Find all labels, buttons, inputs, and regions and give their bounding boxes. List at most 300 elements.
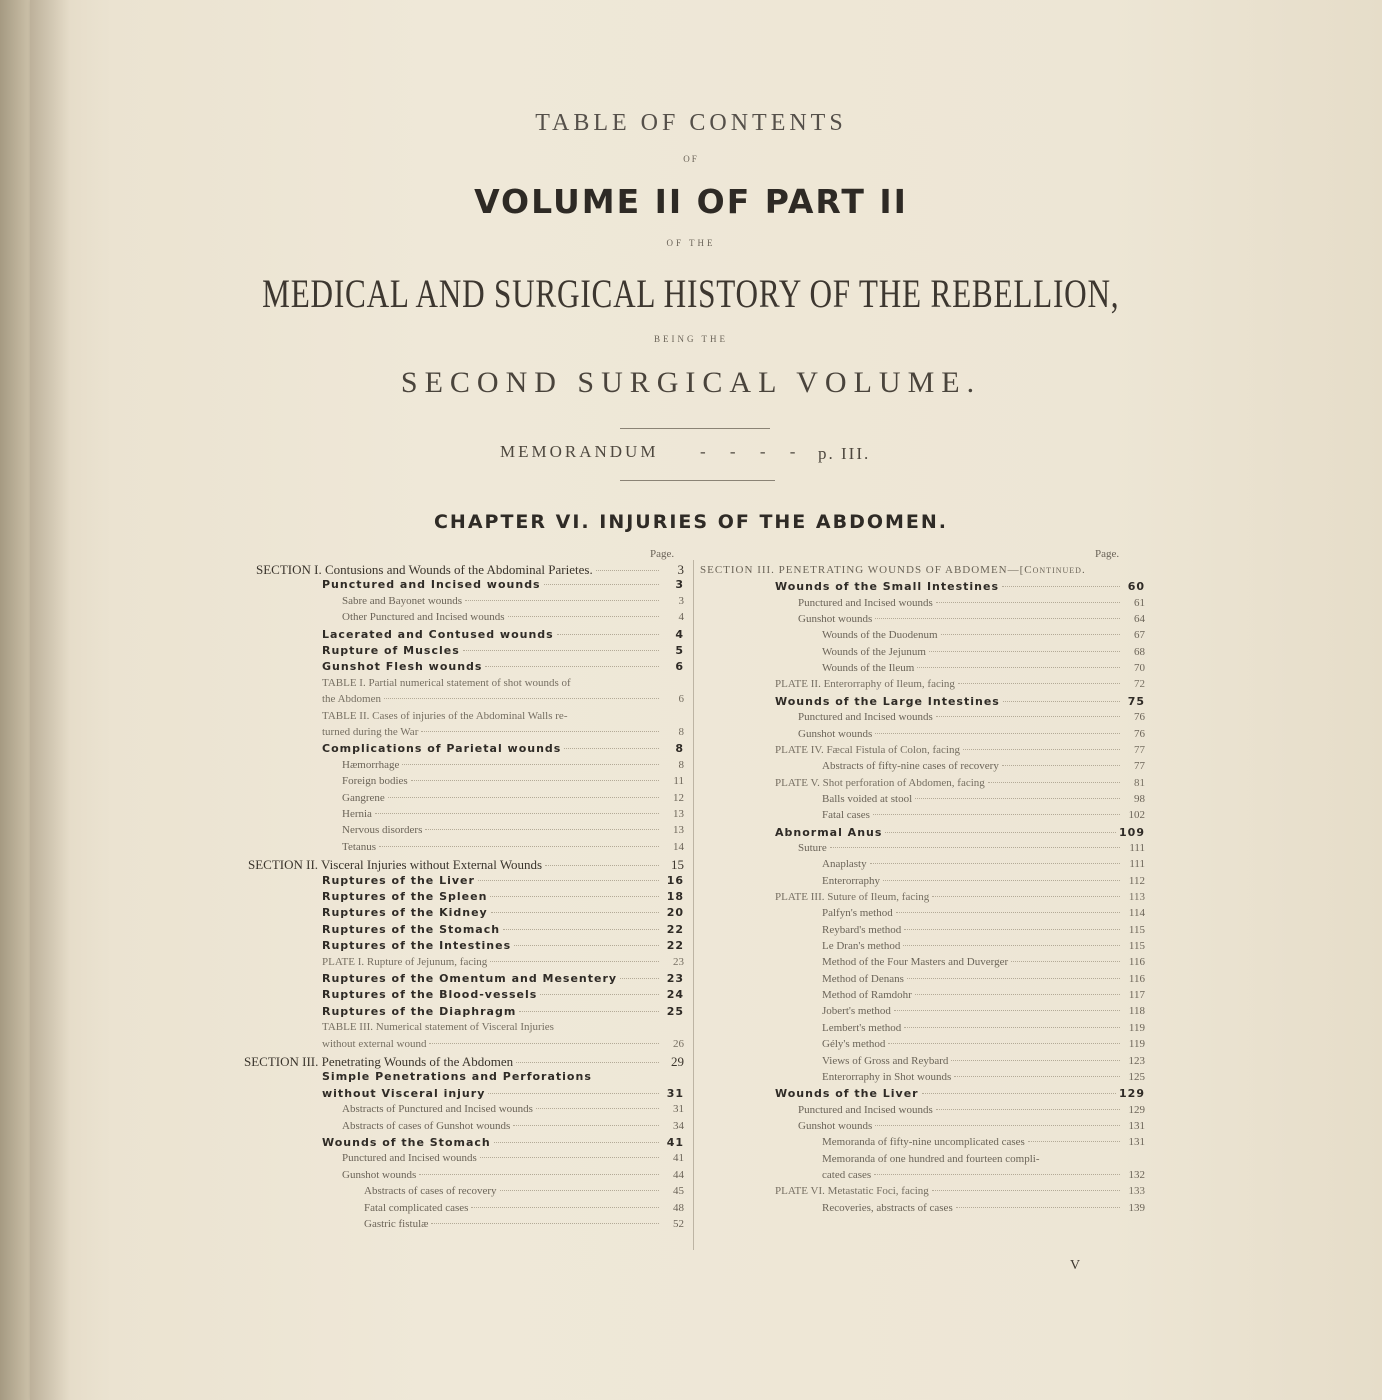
toc-entry-label: Ruptures of the Diaphragm	[322, 1004, 517, 1018]
toc-entry-label: Complications of Parietal wounds	[322, 742, 562, 756]
toc-entry	[322, 890, 684, 903]
toc-leader-dots	[519, 1011, 659, 1012]
toc-entry-page: 115	[1128, 940, 1145, 953]
toc-leader-dots	[875, 618, 1120, 619]
toc-leader-dots	[513, 1125, 659, 1126]
toc-entry	[342, 792, 684, 804]
toc-entry	[322, 1070, 684, 1083]
toc-entry-page: 129	[1119, 1087, 1145, 1101]
toc-leader-dots	[894, 1010, 1120, 1011]
toc-entry-label: Wounds of the Jejunum	[822, 645, 926, 658]
toc-entry	[322, 988, 684, 1001]
toc-leader-dots	[956, 1207, 1120, 1208]
toc-entry-label: Gunshot wounds	[342, 1168, 417, 1181]
toc-entry	[342, 759, 684, 771]
toc-entry-page: 109	[1119, 825, 1145, 839]
toc-entry	[322, 693, 684, 705]
toc-entry-page: 31	[673, 1103, 684, 1116]
toc-entry	[822, 629, 1145, 641]
toc-entry	[822, 1202, 1145, 1214]
toc-entry	[322, 726, 684, 738]
toc-entry-page: 116	[1128, 956, 1145, 969]
toc-entry-page: 25	[666, 1004, 684, 1018]
toc-leader-dots	[1002, 765, 1120, 766]
toc-entry-label: Rupture of Muscles	[322, 644, 460, 657]
toc-leader-dots	[384, 698, 659, 699]
toc-entry-page: 123	[1128, 1054, 1145, 1067]
toc-entry	[822, 973, 1145, 985]
memorandum-page: p. III.	[818, 444, 871, 463]
toc-entry	[322, 644, 684, 657]
toc-entry-page: 67	[1134, 629, 1145, 642]
toc-entry-label: Jobert's method	[822, 1005, 891, 1018]
toc-entry	[322, 923, 684, 936]
toc-entry-label: Other Punctured and Incised wounds	[342, 611, 505, 624]
toc-entry	[798, 1120, 1145, 1132]
memorandum-leader: - - - -	[700, 442, 806, 461]
toc-entry-label: Wounds of the Duodenum	[822, 629, 938, 642]
toc-entry-page: 131	[1128, 1136, 1145, 1149]
toc-leader-dots	[388, 797, 659, 798]
toc-entry-page: 77	[1134, 743, 1145, 756]
toc-entry-page: 131	[1128, 1119, 1145, 1132]
toc-entry-label: Method of Denans	[822, 972, 904, 985]
toc-entry-page: 119	[1128, 1021, 1145, 1034]
rule-upper	[620, 428, 770, 429]
toc-leader-dots	[903, 945, 1120, 946]
toc-leader-dots	[929, 651, 1120, 652]
toc-entry-label: Fatal complicated cases	[364, 1201, 469, 1214]
toc-entry-page: 132	[1128, 1168, 1145, 1181]
toc-leader-dots	[419, 1174, 659, 1175]
toc-entry-label: Ruptures of the Omentum and Mesentery	[322, 972, 618, 985]
toc-entry-page: 60	[1127, 580, 1145, 594]
toc-entry-label: turned during the War	[322, 726, 419, 738]
toc-leader-dots	[402, 764, 659, 765]
toc-leader-dots	[557, 634, 659, 635]
toc-entry-label: Enterorraphy	[822, 874, 881, 887]
toc-leader-dots	[544, 584, 659, 585]
toc-entry-page: 114	[1128, 907, 1145, 920]
toc-entry	[342, 595, 684, 607]
toc-leader-dots	[915, 994, 1120, 995]
toc-entry-page: 48	[673, 1201, 684, 1214]
toc-entry-label: the Abdomen	[322, 693, 381, 706]
toc-leader-dots	[620, 978, 659, 979]
toc-leader-dots	[491, 912, 659, 913]
right-page-heading: Page.	[1095, 548, 1120, 560]
toc-entry	[822, 1055, 1145, 1067]
toc-entry	[342, 775, 684, 787]
toc-leader-dots	[465, 600, 659, 601]
toc-leader-dots	[540, 994, 659, 995]
toc-entry-label: Tetanus	[342, 840, 377, 853]
toc-entry-label: PLATE III. Suture of Ileum, facing	[775, 891, 930, 903]
toc-entry-label: Punctured and Incised wounds	[798, 711, 933, 724]
toc-entry	[775, 891, 1145, 903]
toc-entry-label: Wounds of the Large Intestines	[775, 694, 1000, 708]
toc-entry	[822, 662, 1145, 674]
connector-of: OF	[683, 154, 699, 164]
toc-entry	[775, 1185, 1145, 1197]
toc-leader-dots	[870, 863, 1120, 864]
toc-entry-label: Reybard's method	[822, 923, 902, 936]
toc-entry	[775, 777, 1145, 789]
toc-entry	[822, 1136, 1145, 1148]
toc-entry-label: Ruptures of the Kidney	[322, 906, 488, 920]
toc-entry-page: 3	[678, 594, 684, 607]
toc-entry	[322, 972, 684, 985]
toc-entry-label: TABLE II. Cases of injuries of the Abdominal Walls re-	[322, 709, 568, 722]
toc-entry-label: Wounds of the Small Intestines	[775, 580, 999, 594]
toc-entry-page: 24	[666, 988, 684, 1002]
toc-leader-dots	[488, 1093, 659, 1094]
toc-entry	[798, 597, 1145, 609]
toc-entry	[342, 824, 684, 836]
toc-leader-dots	[490, 961, 659, 962]
toc-entry	[364, 1202, 684, 1214]
toc-leader-dots	[421, 731, 659, 732]
toc-entry	[798, 711, 1145, 723]
toc-entry-label: Nervous disorders	[342, 824, 423, 837]
connector-being-the: BEING THE	[653, 334, 729, 344]
toc-entry-page: 70	[1134, 662, 1145, 675]
toc-entry	[322, 1021, 684, 1033]
toc-entry-page: 61	[1134, 596, 1145, 609]
toc-entry	[342, 1152, 684, 1164]
toc-entry-page: 5	[675, 644, 684, 657]
toc-entry-page: 129	[1128, 1103, 1145, 1116]
toc-leader-dots	[485, 666, 659, 667]
toc-entry	[322, 1087, 684, 1100]
toc-leader-dots	[963, 749, 1120, 750]
toc-entry-label: SECTION III. PENETRATING WOUNDS OF ABDOMEN—[Continued.	[700, 564, 1086, 576]
toc-leader-dots	[429, 1043, 659, 1044]
toc-leader-dots	[516, 1062, 659, 1063]
toc-entry	[822, 940, 1145, 952]
toc-entry	[822, 1022, 1145, 1034]
toc-entry-page: 34	[673, 1119, 684, 1132]
toc-entry-label: Foreign bodies	[342, 775, 408, 788]
toc-entry-page: 4	[678, 611, 684, 624]
toc-entry-page: 119	[1128, 1038, 1145, 1051]
toc-leader-dots	[490, 896, 659, 897]
toc-entry	[342, 1120, 684, 1132]
toc-leader-dots	[596, 570, 659, 571]
toc-entry-page: 22	[666, 922, 684, 936]
toc-entry-label: Memoranda of one hundred and fourteen compli-	[822, 1152, 1040, 1165]
toc-entry	[322, 1136, 684, 1149]
toc-entry-page: 45	[673, 1185, 684, 1198]
toc-entry-page: 72	[1134, 678, 1145, 691]
page-background-edge	[1382, 0, 1400, 1400]
toc-entry-page: 3	[677, 562, 684, 577]
toc-entry	[322, 578, 684, 591]
toc-entry	[775, 695, 1145, 708]
toc-entry-label: Punctured and Incised wounds	[798, 1103, 933, 1116]
toc-heading: TABLE OF CONTENTS	[535, 110, 847, 136]
toc-entry-label: Lembert's method	[822, 1021, 902, 1034]
toc-leader-dots	[431, 1223, 659, 1224]
toc-leader-dots	[922, 1093, 1116, 1094]
toc-entry-page: 6	[678, 693, 684, 706]
toc-leader-dots	[896, 912, 1120, 913]
toc-entry	[822, 1153, 1145, 1165]
toc-entry	[322, 1038, 684, 1050]
toc-entry-page: 6	[675, 660, 684, 674]
toc-leader-dots	[375, 813, 659, 814]
toc-leader-dots	[500, 1190, 659, 1191]
toc-entry-page: 64	[1134, 613, 1145, 626]
toc-entry	[822, 1038, 1145, 1050]
toc-leader-dots	[904, 929, 1120, 930]
toc-entry	[822, 809, 1145, 821]
toc-entry-label: Views of Gross and Reybard	[822, 1054, 949, 1067]
toc-leader-dots	[907, 978, 1120, 979]
toc-entry	[822, 760, 1145, 772]
toc-entry-label: Abstracts of cases of recovery	[364, 1185, 497, 1198]
toc-leader-dots	[915, 798, 1120, 799]
toc-entry-page: 23	[666, 972, 684, 985]
left-page-heading: Page.	[650, 548, 675, 560]
toc-entry-label: Gastric fistulæ	[364, 1218, 429, 1230]
toc-entry-page: 41	[666, 1136, 684, 1149]
toc-entry	[775, 744, 1145, 756]
toc-leader-dots	[471, 1207, 659, 1208]
toc-entry	[322, 956, 684, 968]
toc-leader-dots	[917, 667, 1120, 668]
toc-entry-page: 8	[675, 742, 684, 756]
toc-leader-dots	[988, 782, 1120, 783]
toc-leader-dots	[536, 1108, 659, 1109]
toc-entry-page: 11	[673, 775, 684, 788]
toc-entry-label: Ruptures of the Stomach	[322, 922, 501, 936]
toc-leader-dots	[951, 1060, 1120, 1061]
toc-entry-label: SECTION I. Contusions and Wounds of the Abdominal Parietes.	[256, 562, 593, 577]
toc-entry-page: 29	[671, 1054, 684, 1069]
toc-leader-dots	[463, 650, 659, 651]
toc-entry-label: Ruptures of the Liver	[322, 873, 475, 887]
toc-entry	[798, 728, 1145, 740]
toc-entry	[822, 858, 1145, 870]
toc-entry	[342, 1169, 684, 1181]
toc-entry	[322, 660, 684, 673]
toc-entry-page: 118	[1128, 1005, 1145, 1018]
toc-entry-page: 117	[1128, 989, 1145, 1002]
toc-entry	[822, 646, 1145, 658]
toc-entry-label: TABLE III. Numerical statement of Visceral Injuries	[322, 1021, 554, 1034]
toc-entry	[822, 875, 1145, 887]
toc-entry-page: 52	[673, 1218, 684, 1230]
toc-entry	[822, 907, 1145, 919]
toc-entry-label: SECTION III. Penetrating Wounds of the Abdomen	[244, 1054, 514, 1069]
toc-entry-page: 44	[673, 1168, 684, 1181]
toc-entry-label: Gangrene	[342, 791, 385, 804]
toc-entry	[364, 1218, 684, 1230]
toc-entry-label: Gunshot wounds	[798, 613, 873, 626]
toc-entry-page: 13	[673, 824, 684, 837]
toc-entry	[322, 1005, 684, 1018]
toc-entry-label: Le Dran's method	[822, 940, 901, 953]
toc-entry-label: Ruptures of the Intestines	[322, 939, 512, 953]
toc-entry-page: 81	[1134, 776, 1145, 789]
toc-entry-label: SECTION II. Visceral Injuries without External Wounds	[248, 857, 543, 873]
toc-leader-dots	[873, 814, 1120, 815]
toc-entry-label: Punctured and Incised wounds	[798, 596, 933, 609]
toc-entry	[775, 826, 1145, 839]
toc-entry-label: Abnormal Anus	[775, 825, 883, 839]
toc-leader-dots	[1011, 961, 1120, 962]
toc-leader-dots	[514, 945, 659, 946]
surgical-volume-title: SECOND SURGICAL VOLUME.	[400, 366, 982, 399]
toc-entry-page: 26	[673, 1037, 684, 1050]
toc-entry-page: 76	[1134, 711, 1145, 724]
toc-entry-page: 111	[1129, 841, 1145, 854]
toc-entry-page: 8	[678, 758, 684, 771]
toc-entry-label: Palfyn's method	[822, 907, 893, 920]
toc-entry-page: 112	[1128, 874, 1145, 887]
toc-entry-label: Fatal cases	[822, 809, 870, 822]
toc-leader-dots	[379, 846, 659, 847]
rule-lower	[620, 480, 775, 481]
toc-entry-page: 116	[1128, 972, 1145, 985]
toc-entry-label: Sabre and Bayonet wounds	[342, 594, 463, 607]
toc-entry-page: 3	[675, 578, 684, 592]
toc-entry-page: 41	[673, 1152, 684, 1165]
toc-entry	[798, 1104, 1145, 1116]
toc-entry-page: 20	[666, 906, 684, 920]
toc-entry-label: Abstracts of fifty-nine cases of recovery	[822, 760, 999, 773]
toc-entry	[322, 874, 684, 887]
toc-leader-dots	[904, 1027, 1120, 1028]
toc-entry	[775, 678, 1145, 690]
toc-leader-dots	[411, 780, 659, 781]
toc-entry	[322, 906, 684, 919]
toc-leader-dots	[883, 880, 1120, 881]
toc-leader-dots	[1028, 1141, 1120, 1142]
toc-entry	[822, 1169, 1145, 1181]
connector-of-the: OF THE	[666, 238, 716, 248]
toc-entry-page: 125	[1128, 1070, 1145, 1083]
toc-entry-label: Wounds of the Stomach	[322, 1136, 491, 1149]
toc-entry	[342, 841, 684, 853]
toc-entry	[822, 989, 1145, 1001]
toc-entry-page: 31	[666, 1086, 684, 1100]
toc-entry-page: 4	[675, 627, 684, 641]
toc-entry-page: 115	[1128, 923, 1145, 936]
toc-entry-label: PLATE V. Shot perforation of Abdomen, facing	[775, 776, 985, 789]
toc-entry-label: Balls voided at stool	[822, 792, 913, 805]
toc-entry	[822, 1005, 1145, 1017]
toc-entry	[342, 808, 684, 820]
page-folio: V	[1070, 1258, 1081, 1273]
toc-entry-label: Gély's method	[822, 1038, 886, 1051]
toc-leader-dots	[494, 1142, 659, 1143]
toc-entry	[822, 793, 1145, 805]
toc-entry-label: Recoveries, abstracts of cases	[822, 1201, 953, 1214]
toc-leader-dots	[425, 829, 659, 830]
toc-entry-page: 102	[1128, 809, 1145, 822]
toc-entry	[322, 677, 684, 689]
toc-entry-label: Anaplasty	[822, 858, 867, 871]
toc-leader-dots	[480, 1157, 659, 1158]
toc-entry	[342, 611, 684, 623]
toc-entry	[822, 924, 1145, 936]
toc-leader-dots	[545, 865, 659, 866]
toc-entry-label: without Visceral injury	[322, 1086, 486, 1100]
toc-entry	[775, 580, 1145, 593]
toc-entry-label: Wounds of the Ileum	[822, 662, 915, 675]
history-title: MEDICAL AND SURGICAL HISTORY OF THE REBELLION,	[262, 271, 1120, 316]
toc-leader-dots	[954, 1076, 1120, 1077]
toc-leader-dots	[875, 733, 1120, 734]
toc-entry	[322, 939, 684, 952]
toc-leader-dots	[875, 1125, 1120, 1126]
toc-entry	[798, 842, 1145, 854]
toc-entry	[364, 1185, 684, 1197]
toc-leader-dots	[958, 683, 1120, 684]
toc-entry-label: PLATE IV. Fæcal Fistula of Colon, facing	[775, 743, 960, 756]
toc-entry-label: Ruptures of the Spleen	[322, 890, 488, 903]
toc-entry-label: Suture	[798, 841, 827, 854]
toc-leader-dots	[1002, 586, 1120, 587]
toc-leader-dots	[564, 748, 659, 749]
toc-entry-page: 111	[1129, 858, 1145, 871]
toc-entry-label: Abstracts of cases of Gunshot wounds	[342, 1119, 511, 1132]
toc-entry-page: 77	[1134, 760, 1145, 773]
toc-leader-dots	[503, 929, 659, 930]
toc-entry-label: without external wound	[322, 1037, 427, 1050]
toc-entry-label: Gunshot wounds	[798, 1119, 873, 1132]
toc-leader-dots	[941, 634, 1120, 635]
toc-entry-page: 98	[1134, 792, 1145, 805]
toc-leader-dots	[830, 847, 1120, 848]
toc-entry-page: 113	[1128, 891, 1145, 903]
toc-entry-label: Method of Ramdohr	[822, 989, 912, 1002]
toc-entry-label: TABLE I. Partial numerical statement of shot wounds of	[322, 676, 571, 689]
toc-entry	[700, 564, 1145, 576]
toc-entry	[342, 1103, 684, 1115]
toc-entry-label: Gunshot wounds	[798, 727, 873, 740]
toc-leader-dots	[874, 1174, 1120, 1175]
toc-entry-page: 68	[1134, 645, 1145, 658]
toc-entry-label: Punctured and Incised wounds	[342, 1152, 477, 1165]
toc-entry-label: Method of the Four Masters and Duverger	[822, 956, 1009, 969]
toc-entry-page: 22	[666, 939, 684, 953]
toc-entry-label: Ruptures of the Blood-vessels	[322, 988, 538, 1002]
toc-entry-label: PLATE II. Enterorraphy of Ileum, facing	[775, 678, 955, 691]
toc-leader-dots	[936, 716, 1120, 717]
toc-entry-label: Memoranda of fifty-nine uncomplicated cases	[822, 1136, 1025, 1149]
volume-title: VOLUME II OF PART II	[474, 182, 908, 221]
toc-entry	[256, 562, 684, 578]
toc-entry-page: 15	[671, 857, 684, 873]
toc-entry-page: 139	[1128, 1201, 1145, 1214]
toc-leader-dots	[478, 880, 659, 881]
toc-entry-page: 8	[678, 726, 684, 738]
toc-entry-label: PLATE VI. Metastatic Foci, facing	[775, 1185, 929, 1198]
toc-entry-label: Simple Penetrations and Perforations	[322, 1070, 592, 1084]
toc-entry	[322, 742, 684, 755]
toc-leader-dots	[885, 832, 1116, 833]
toc-entry	[248, 857, 684, 873]
chapter-title: CHAPTER VI. INJURIES OF THE ABDOMEN.	[433, 511, 949, 533]
toc-leader-dots	[508, 616, 659, 617]
toc-entry-label: Lacerated and Contused wounds	[322, 627, 554, 641]
toc-entry-label: Abstracts of Punctured and Incised wounds	[342, 1103, 533, 1116]
toc-leader-dots	[936, 602, 1120, 603]
toc-entry-page: 13	[673, 808, 684, 820]
